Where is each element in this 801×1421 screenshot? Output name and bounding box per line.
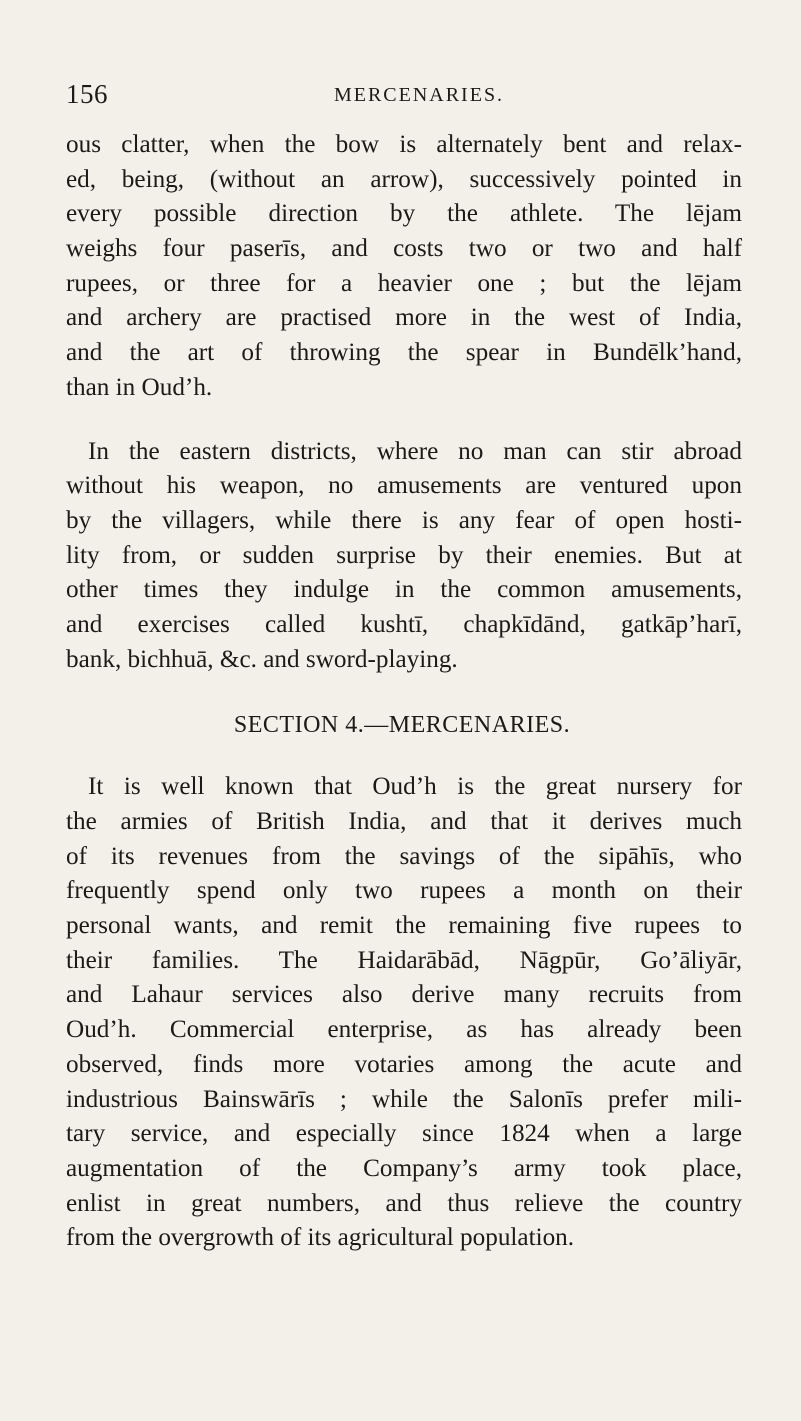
text-line: lity from, or sudden surprise by their enemies. But at: [66, 541, 742, 569]
text-line: the armies of British India, and that it derives much: [66, 808, 742, 835]
section-heading: SECTION 4.—MERCENARIES.: [233, 712, 571, 739]
text-line: every possible direction by the athlete. The lējam: [66, 200, 742, 228]
text-line: without his weapon, no amusements are ventured upon: [66, 472, 742, 500]
paragraph: [66, 770, 742, 1256]
text-line: bank, bichhuā, &c. and sword-playing.: [66, 645, 458, 673]
paragraph-spacer: [66, 677, 742, 706]
text-line: tary service, and especially since 1824 when a large: [66, 1120, 742, 1148]
text-line: by the villagers, while there is any fear of open hosti-: [66, 506, 742, 534]
text-line: ous clatter, when the bow is alternately bent and relax-: [66, 131, 742, 158]
text-line: and Lahaur services also derive many recruits from: [66, 981, 742, 1009]
text-line: In the eastern districts, where no man can stir abroad: [88, 437, 742, 465]
text-line: and the art of throwing the spear in Bundēlk’hand,: [66, 339, 742, 367]
text-line: and exercises called kushtī, chapkīdānd, gatkāp’harī,: [66, 610, 742, 638]
text-line: weighs four paserīs, and costs two or two and half: [66, 235, 742, 263]
text-line: from the overgrowth of its agricultural population.: [66, 1224, 575, 1252]
text-line: other times they indulge in the common amusements,: [66, 576, 742, 604]
paragraph: [66, 128, 742, 406]
text-line: augmentation of the Company’s army took place,: [66, 1154, 742, 1182]
body-text: [66, 128, 742, 1256]
running-title: MERCENARIES.: [333, 84, 505, 106]
text-line: of its revenues from the savings of the sipāhīs, who: [66, 842, 742, 870]
paragraph: [66, 435, 742, 678]
text-line: than in Oud’h.: [66, 373, 213, 401]
text-line: Oud’h. Commercial enterprise, as has already been: [66, 1016, 742, 1044]
text-line: industrious Bainswārīs ; while the Salonīs prefer mili-: [66, 1085, 742, 1113]
running-head: [66, 78, 738, 110]
text-line: their families. The Haidarābād, Nāgpūr, Go’āliyār,: [66, 946, 742, 974]
text-line: observed, finds more votaries among the acute and: [66, 1050, 742, 1078]
page-number: 156: [66, 79, 108, 109]
text-line: rupees, or three for a heavier one ; but the lējam: [66, 269, 742, 297]
text-line: frequently spend only two rupees a month on their: [66, 877, 742, 905]
text-line: It is well known that Oud’h is the great nursery for: [88, 773, 742, 801]
text-line: and archery are practised more in the west of India,: [66, 304, 742, 332]
text-line: personal wants, and remit the remaining five rupees to: [66, 912, 742, 940]
text-line: enlist in great numbers, and thus relieve the country: [66, 1189, 742, 1217]
text-line: ed, being, (without an arrow), successively pointed in: [66, 165, 742, 193]
paragraph-spacer: [66, 406, 742, 435]
